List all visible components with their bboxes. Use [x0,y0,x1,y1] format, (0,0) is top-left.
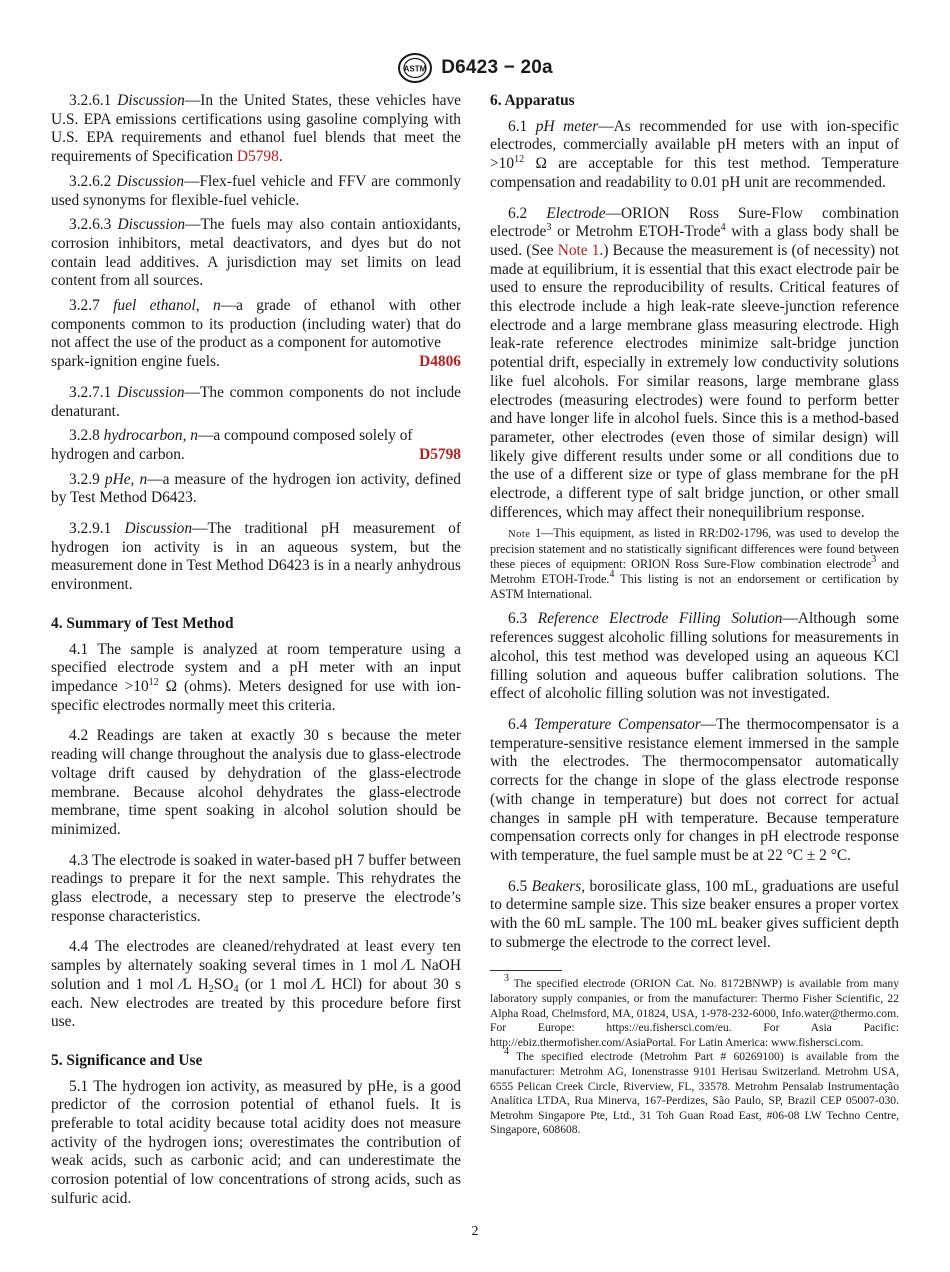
section-4-4: 4.4 The electrodes are cleaned/rehydrated at least every ten samples by alternately soaking several times in 1 mol ⁄L NaOH solution and 1 mol ⁄L $H_2SO_4$ (or 1 mol ⁄L HCl) for about 30 s each. New electrodes are treated by this procedure before first use. [51,938,461,1031]
document-code: D6423 − 20a [441,57,553,78]
section-3-2-7-1: 3.2.7.1 Discussion—The common components do not include denaturant. [51,383,461,420]
page-header [0,52,950,84]
section-3-2-7: 3.2.7 fuel ethanol, n—a grade of ethanol with other components common to its production (including water) that do not affect the use of the product as a component for automotive [51,297,461,352]
section-6-5: 6.5 Beakers, borosilicate glass, 100 mL, graduations are useful to determine sample size. This size beaker ensures a proper vortex with the 60 mL sample. The 100 mL beaker gives sufficient depth to submerge the electrode to the correct level. [490,877,899,951]
section-6-3: 6.3 Reference Electrode Filling Solution—Although some references suggest alcoholic filling solutions for measurements in alcohol, this test method was developed using an aqueous KCl filling solution and aqueous buffer calibration solutions. The effect of alcoholic filling solution was not investigated. [490,610,899,703]
ref-link-d5798-bold[interactable]: D5798 [419,445,461,463]
section-6-heading: 6. Apparatus [490,92,575,109]
section-6-2: 6.2 Electrode—ORION Ross Sure-Flow combination electrode$^3$ or Metrohm ETOH-Trode$^4$ with a glass body shall be used. (See Note 1.) Because the measurement is (of necessity) not made at equilibrium, it is essential that this exact electrode pair be used to ensure the reproducibility of results. Critical features of this electrode include a high leak-rate sleeve-junction reference electrode and a large membrane glass measuring electrode. High leak-rate reference electrodes minimize salt-bridge junction potential drift, especially in extremely low conductivity solutions like fuel alcohols. For similar reasons, large membrane glass electrodes (measuring electrodes) were found to perform better and have longer life in alcohol fuels. Since this is a method-based parameter, other electrodes (even those of similar design) will likely give different results under some or all conditions due to the use of a different size or type of glass membrane for the pH electrode, a different type of salt bridge junction, or other small differences, which may affect their nonequilibrium response. [490,204,899,521]
right-column [490,92,899,1138]
ref-link-d5798[interactable]: D5798 [236,148,279,166]
section-5-1: 5.1 The hydrogen ion activity, as measured by pHe, is a good predictor of the corrosion potential of ethanol fuels. It is preferable to total acidity because total acidity does not measure activity of the hydrogen ions; overestimates the contribution of weak acids, such as carbonic acid; and can underestimate the corrosion potential of low concentrations of strong acids, such as sulfuric acid. [51,1077,461,1207]
note-1-link[interactable]: Note 1 [557,241,600,259]
section-3-2-9-1: 3.2.9.1 Discussion—The traditional pH measurement of hydrogen ion activity is in an aqueous system, but the measurement done in Test Method D6423 is in a nearly anhydrous environment. [51,520,461,594]
section-3-2-6-2: 3.2.6.2 Discussion—Flex-fuel vehicle and FFV are commonly used synonyms for flexible-fuel vehicle. [51,172,461,209]
section-5-heading: 5. Significance and Use [51,1051,203,1069]
section-3-2-9: 3.2.9 pHe, n—a measure of the hydrogen ion activity, defined by Test Method D6423. [51,470,461,507]
section-4-2: 4.2 Readings are taken at exactly 30 s because the meter reading will change throughout the analysis due to glass-electrode voltage drift caused by dehydration of the glass-electrode membrane. Because alcohol dehydrates the glass-electrode membrane, time spent soaking in alcohol solution should be minimized. [51,727,461,838]
section-3-2-6-1: 3.2.6.1 Discussion—In the United States, these vehicles have U.S. EPA emissions certifications using gasoline complying with U.S. EPA requirements and ethanol fuel blends that meet the requirements of Specification D5798. [51,92,461,166]
footnote-divider [490,970,562,971]
astm-logo-text: ASTM [403,64,427,74]
section-3-2-7-last-line: spark-ignition engine fuels. D4806 [51,353,461,371]
note-1: Note 1—This equipment, as listed in RR:D02-1796, was used to develop the precision statement and no statistically significant differences were found between these pieces of equipment: ORION Ross Sure-Flow combination electrode$^3$ and Metrohm ETOH-Trode.$^4$ This listing is not an endorsement or certification by ASTM International. [490,526,899,602]
page-number: 2 [471,1224,479,1239]
section-6-1: 6.1 pH meter—As recommended for use with ion-specific electrodes, commercially available pH meters with an input of $>10^{12}$ Ω are acceptable for this test method. Temperature compensation and readability to 0.01 pH unit are recommended. [490,117,899,191]
section-4-1: 4.1 The sample is analyzed at room temperature using a specified electrode system and a pH meter with an input impedance $>10^{12}$ Ω (ohms). Meters designed for use with ion-specific electrodes normally meet this criteria. [51,640,461,714]
section-3-2-8: 3.2.8 hydrocarbon, n—a compound composed solely of [69,427,413,445]
section-3-2-6-3: 3.2.6.3 Discussion—The fuels may also contain antioxidants, corrosion inhibitors, metal deactivators, and dyes but do not contain lead additives. A jurisdiction may set limits on lead content from all sources. [51,216,461,290]
footnote-3: $^3$ The specified electrode (ORION Cat. No. 8172BNWP) is available from many laboratory supply companies, or from the manufacturer: Thermo Fisher Scientific, 22 Alpha Road, Chelmsford, MA, 01824, USA, 1-978-232-6000, Info.water@thermo.com. For Europe: https://eu.fishersci.com/eu. For Asia Pacific: http://ebiz.thermofisher.com/AsiaPortal. For Latin America: www.fishersci.com. [490,973,899,1049]
section-3-2-8-last-line: hydrogen and carbon. D5798 [51,445,461,463]
astm-logo-icon [397,52,433,84]
section-6-4: 6.4 Temperature Compensator—The thermocompensator is a temperature-sensitive resistance element immersed in the sample with the electrodes. The thermocompensator automatically corrects for the change in slope of the glass electrode response (with change in temperature) but does not correct for actual changes in sample pH with temperature. Because temperature compensation corrects only for changes in pH electrode response with temperature, the fuel sample must be at 22 °C ± 2 °C. [490,715,899,864]
footnote-4: $^4$ The specified electrode (Metrohm Part # 60269100) is available from the manufacturer: Metrohm AG, Ionenstrasse 9101 Herisau Switzerland. Metrohm USA, 6555 Pelican Creek Circle, Riverview, FL, 33578. Metrohm Pensalab Instrumentação Analítica LTDA, Rua Minerva, 167-Perdizes, São Paulo, SP, Brazil CEP 05007-030. Metrohm Singapore Pte, Ltd., 31 Toh Guan Road East, #06-08 LW Techno Centre, Singapore, 608608. [490,1046,899,1137]
ref-link-d4806[interactable]: D4806 [419,353,461,371]
left-column [51,92,461,1209]
section-4-3: 4.3 The electrode is soaked in water-based pH 7 buffer between readings to prepare it for the next sample. This rehydrates the glass electrode, a necessary step to preserve the electrode’s response characteristics. [51,851,461,925]
section-4-heading: 4. Summary of Test Method [51,614,234,632]
